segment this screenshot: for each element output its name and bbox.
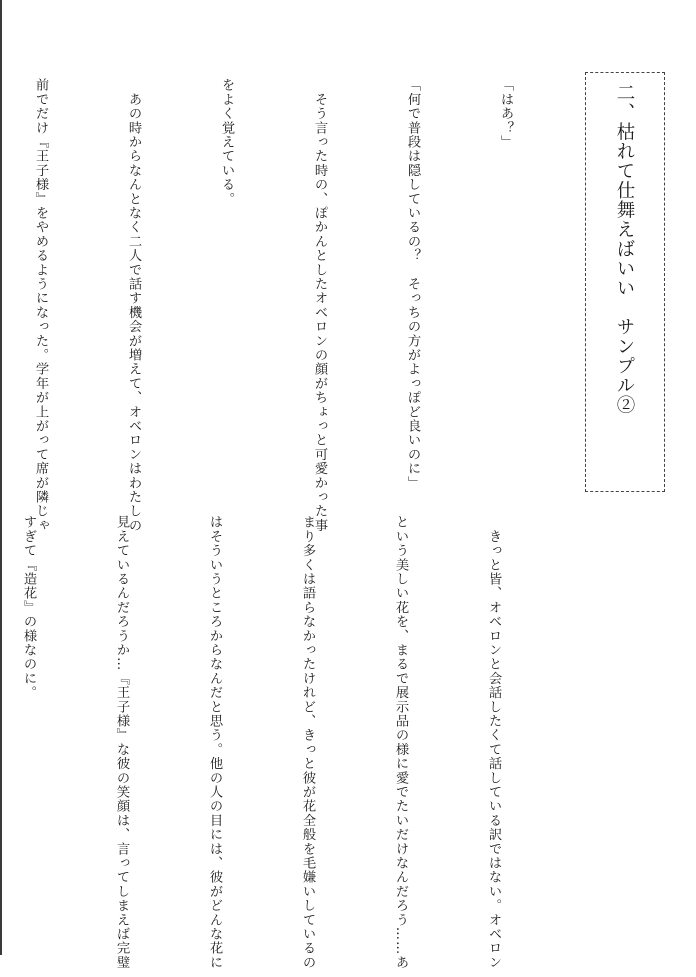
text-line: という美しい花を、まるで展示品の様に愛でたいだけなんだろう……あ bbox=[393, 515, 408, 970]
text-line: 見えているんだろうか…『王子様』な彼の笑顔は、言ってしまえば完璧 bbox=[114, 515, 129, 970]
text-line: をよく覚えている。 bbox=[219, 78, 234, 206]
lower-text-block bbox=[0, 515, 571, 970]
text-line: すぎて『造花』の様なのに。 bbox=[21, 515, 36, 700]
text-line: 「何で普段は隠しているの？ そっちの方がよっぽど良いのに」 bbox=[405, 78, 420, 490]
text-line: きっと皆、オベロンと会話したくて話している訳ではない。オベロン bbox=[486, 515, 501, 970]
chapter-title-box bbox=[585, 72, 665, 492]
upper-text-block bbox=[0, 78, 583, 538]
text-line: はそういうところからなんだと思う。他の人の目には、彼がどんな花に bbox=[207, 515, 222, 970]
text-line: そう言った時の、ぽかんとしたオベロンの顔がちょっと可愛かった事 bbox=[312, 78, 327, 533]
text-line: 前でだけ『王子様』をやめるようになった。学年が上がって席が隣じゃ bbox=[33, 78, 48, 533]
text-line: 「はあ？」 bbox=[498, 78, 513, 149]
text-line: まり多くは語らなかったけれど、きっと彼が花全般を毛嫌いしているの bbox=[300, 515, 315, 970]
chapter-title: 二、枯れて仕舞えばいい サンプル② bbox=[614, 83, 635, 415]
text-line: あの時からなんとなく二人で話す機会が増えて、オベロンはわたしの bbox=[126, 78, 141, 533]
